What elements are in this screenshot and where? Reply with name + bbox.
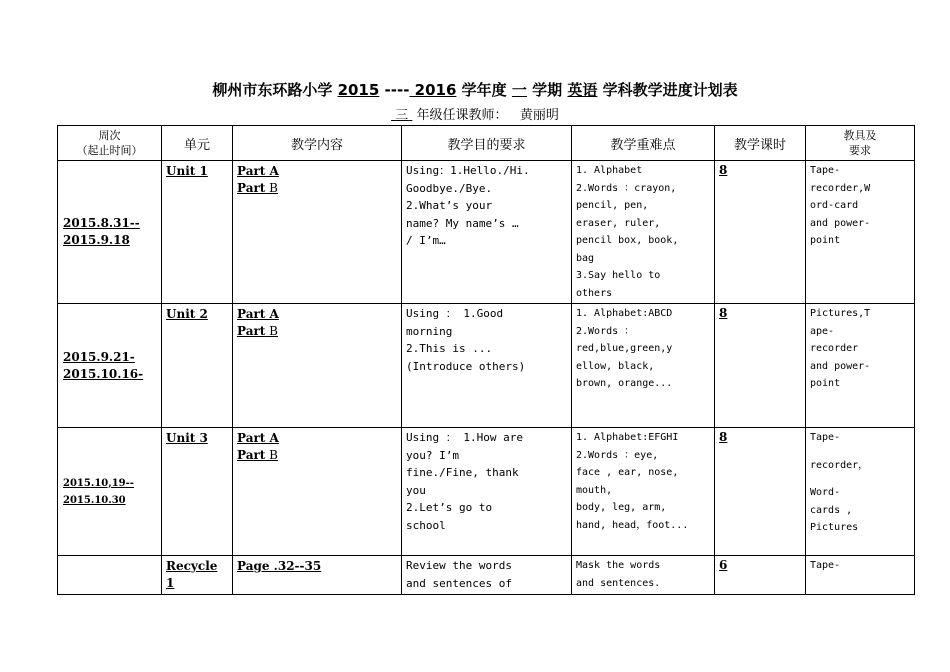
goal-line: fine./Fine, thank xyxy=(406,466,519,479)
grade-value: 三 xyxy=(395,108,409,123)
row-date xyxy=(58,556,162,595)
goal-line: Review the words xyxy=(406,559,512,572)
header-key-points: 教学重难点 xyxy=(572,126,715,161)
key-line: 3.Say hello to xyxy=(576,270,661,281)
header-goals: 教学目的要求 xyxy=(402,126,572,161)
row-content xyxy=(233,556,402,595)
row-key-points xyxy=(572,161,715,304)
key-line: pencil box, book, xyxy=(576,235,679,246)
header-week-line1: 周次 xyxy=(98,129,121,142)
tools-line: cards , xyxy=(810,504,853,516)
row-unit: Unit 2 xyxy=(162,304,233,428)
subject: 英语 xyxy=(567,81,598,99)
row-key-points xyxy=(572,304,715,428)
key-line: red,blue,green,y xyxy=(576,343,673,354)
key-line: others xyxy=(576,287,613,299)
row-key-points xyxy=(572,556,715,595)
table-row xyxy=(58,304,915,428)
row-hours: 8 xyxy=(715,304,806,428)
tools-line: point xyxy=(810,235,841,246)
date-start: 2015.10,19-- xyxy=(63,477,134,489)
key-line: brown, orange... xyxy=(576,378,673,389)
table-row xyxy=(58,428,915,556)
tools-line: Word- xyxy=(810,487,841,498)
tools-line: recorder， xyxy=(810,459,869,471)
unit-line2: 1 xyxy=(166,576,175,590)
document-subtitle xyxy=(0,108,950,124)
key-line: 2.Words ：eye, xyxy=(576,449,659,461)
goal-line: Goodbye./Bye. xyxy=(406,181,493,195)
row-hours: 6 xyxy=(715,556,806,595)
header-tools-line1: 教具及 xyxy=(843,129,877,142)
term-suffix: 学期 xyxy=(532,81,563,99)
goal-line: (Introduce others) xyxy=(406,359,526,373)
key-line: 2.Words ： xyxy=(576,325,635,337)
content-pages: Page .32--35 xyxy=(237,559,322,573)
row-tools xyxy=(806,556,915,595)
tools-spacer xyxy=(810,474,910,484)
subject-suffix: 学科教学进度计划表 xyxy=(602,81,738,99)
part-a: Part A xyxy=(237,164,279,178)
row-content xyxy=(233,161,402,304)
header-unit: 单元 xyxy=(162,126,233,161)
table-row xyxy=(58,161,915,304)
goal-line: 2.What’s your xyxy=(406,199,493,212)
part-b-letter: B xyxy=(265,324,278,338)
row-unit: Unit 3 xyxy=(162,428,233,556)
date-end: 2015.9.18 xyxy=(63,233,130,247)
header-hours: 教学课时 xyxy=(715,126,806,161)
goal-line: / I’m… xyxy=(406,234,446,247)
key-line: mouth, xyxy=(576,484,613,496)
tools-line: ape- xyxy=(810,325,835,337)
date-start: 2015.8.31-- xyxy=(63,216,140,230)
key-line: 2.Words ：crayon, xyxy=(576,182,677,194)
grade xyxy=(391,108,412,123)
tools-spacer xyxy=(810,447,910,457)
goal-line: you xyxy=(406,483,426,497)
row-tools xyxy=(806,428,915,556)
tools-line: recorder xyxy=(810,343,859,354)
unit-line1: Recycle xyxy=(166,559,218,573)
row-date xyxy=(58,161,162,304)
key-line: pencil, pen, xyxy=(576,200,649,211)
row-unit xyxy=(162,556,233,595)
goal-line: morning xyxy=(406,324,453,338)
document-title xyxy=(0,80,950,100)
key-line: 1. Alphabet:ABCD xyxy=(576,308,673,319)
part-b-label: Part xyxy=(237,181,266,195)
year-suffix: 学年度 xyxy=(461,81,507,99)
year-end: 2016 xyxy=(409,81,457,99)
row-date xyxy=(58,304,162,428)
key-line: eraser, ruler, xyxy=(576,217,661,229)
tools-line: and power- xyxy=(810,360,871,372)
tools-line: Tape- xyxy=(810,560,841,571)
goal-line: school xyxy=(406,518,446,532)
tools-line: point xyxy=(810,378,841,389)
row-hours: 8 xyxy=(715,161,806,304)
date-end: 2015.10.16- xyxy=(63,366,144,381)
header-week-line2: （起止时间） xyxy=(76,144,143,157)
table-header-row xyxy=(58,126,915,161)
key-line: 1. Alphabet:EFGHI xyxy=(576,432,679,443)
tools-line: and power- xyxy=(810,217,871,229)
part-b-letter: B xyxy=(265,448,278,462)
tools-line: recorder,W xyxy=(810,182,871,194)
row-goals xyxy=(402,304,572,428)
date-end: 2015.10.30 xyxy=(63,494,126,506)
table-row xyxy=(58,556,915,595)
row-goals xyxy=(402,161,572,304)
key-line: ellow, black, xyxy=(576,360,655,372)
row-content xyxy=(233,428,402,556)
row-unit: Unit 1 xyxy=(162,161,233,304)
tools-line: Pictures xyxy=(810,522,859,533)
date-start: 2015.9.21- xyxy=(63,349,135,364)
tools-line: ord-card xyxy=(810,200,859,211)
row-hours: 8 xyxy=(715,428,806,556)
row-date xyxy=(58,428,162,556)
row-key-points xyxy=(572,428,715,556)
goal-line: and sentences of xyxy=(406,576,512,590)
key-line: hand, head，foot... xyxy=(576,519,689,531)
header-week xyxy=(58,126,162,161)
part-a: Part A xyxy=(237,431,279,445)
goal-line: 2.This is ... xyxy=(406,342,493,355)
row-tools xyxy=(806,161,915,304)
schedule-table xyxy=(57,125,915,595)
key-line: Mask the words xyxy=(576,560,661,571)
goal-line: you? I’m xyxy=(406,448,459,462)
row-goals xyxy=(402,428,572,556)
key-line: face , ear, nose, xyxy=(576,467,679,478)
grade-suffix: 年级任课教师： xyxy=(416,108,508,123)
part-b-label: Part xyxy=(237,448,266,462)
goal-line: Using：1.Hello./Hi. xyxy=(406,164,530,177)
tools-line: Tape- xyxy=(810,432,841,443)
teacher-name: 黄丽明 xyxy=(519,108,559,123)
key-line: and sentences. xyxy=(576,577,661,589)
year-start: 2015 xyxy=(337,81,380,99)
tools-line: Tape- xyxy=(810,165,841,176)
key-line: body, leg, arm, xyxy=(576,502,667,513)
header-content: 教学内容 xyxy=(233,126,402,161)
year-dash: ---- xyxy=(384,81,410,99)
school-name: 柳州市东环路小学 xyxy=(212,81,333,99)
key-line: bag xyxy=(576,252,595,264)
header-tools-line2: 要求 xyxy=(849,144,871,157)
row-goals xyxy=(402,556,572,595)
goal-line: Using ： 1.Good xyxy=(406,307,504,320)
term: 一 xyxy=(511,81,527,99)
part-a: Part A xyxy=(237,307,279,321)
part-b-label: Part xyxy=(237,324,266,338)
tools-line: Pictures,T xyxy=(810,308,871,319)
row-tools xyxy=(806,304,915,428)
key-line: 1. Alphabet xyxy=(576,165,643,176)
goal-line: 2.Let’s go to xyxy=(406,501,493,514)
row-content xyxy=(233,304,402,428)
part-b-letter: B xyxy=(265,181,278,195)
header-tools xyxy=(806,126,915,161)
goal-line: Using ： 1.How are xyxy=(406,431,523,444)
goal-line: name? My name’s … xyxy=(406,216,519,230)
